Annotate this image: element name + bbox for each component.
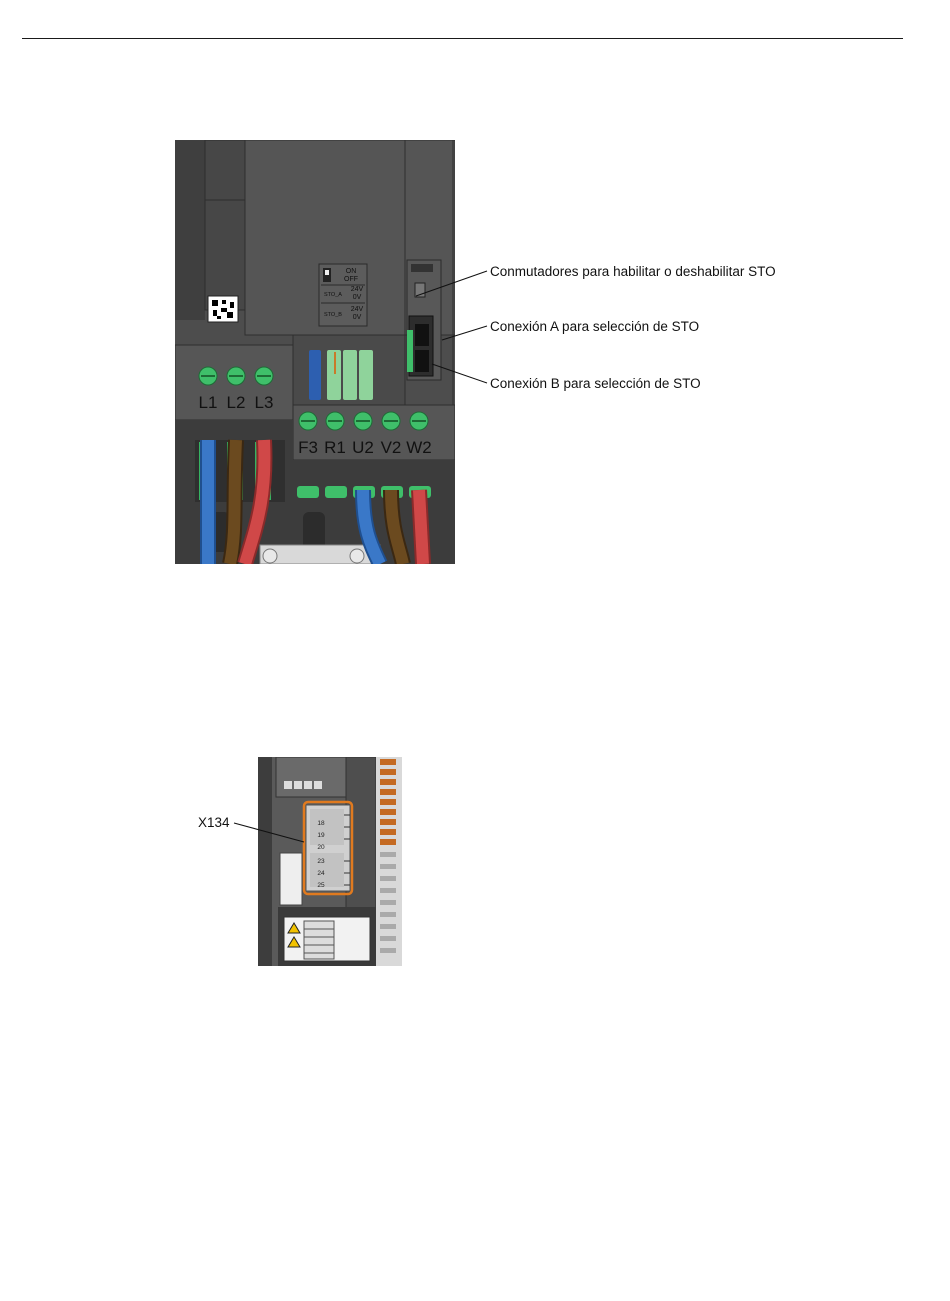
terminal-l3: L3 [254,393,274,412]
x134-terminal-18: 18 [317,820,325,827]
x134-terminal-19: 19 [317,832,325,839]
x134-terminal-block [306,805,350,891]
terminal-l2: L2 [226,393,246,412]
sto-a-label: STO_A [324,292,342,298]
sto-b-0v: 0V [352,314,362,321]
terminal-v2: V2 [380,438,402,457]
mains-screws [199,367,273,385]
x134-terminal-24: 24 [317,870,325,877]
callout-sto-switches: Conmutadores para habilitar o deshabilitar STO [490,264,776,279]
switch-off-label: OFF [344,276,358,283]
control-unit-drawing [258,757,402,966]
terminal-u2: U2 [352,438,374,457]
x134-terminal-23: 23 [317,858,325,865]
x134-leader-line [230,818,310,848]
x134-terminal-20: 20 [317,844,325,851]
x134-terminal-25: 25 [317,882,325,889]
callout-x134: X134 [198,815,230,830]
callout-connection-b: Conexión B para selección de STO [490,376,701,391]
terminal-strip-right [376,757,402,966]
sto-a-24v: 24V [350,286,364,293]
callout-leader-lines [400,260,490,390]
datamatrix-code [208,296,238,322]
header-rule [22,38,903,39]
sto-a-0v: 0V [352,294,362,301]
terminal-w2: W2 [406,438,432,457]
terminal-l1: L1 [198,393,218,412]
sto-b-label: STO_B [324,312,342,318]
callout-connection-a: Conexión A para selección de STO [490,319,700,334]
terminal-r1: R1 [324,438,346,457]
sto-b-24v: 24V [350,306,364,313]
switch-on-label: ON [345,268,357,275]
warning-label-panel [278,907,376,966]
sto-switch-panel [319,264,367,326]
terminal-f3: F3 [298,438,318,457]
figure-control-unit-x134 [258,757,402,966]
